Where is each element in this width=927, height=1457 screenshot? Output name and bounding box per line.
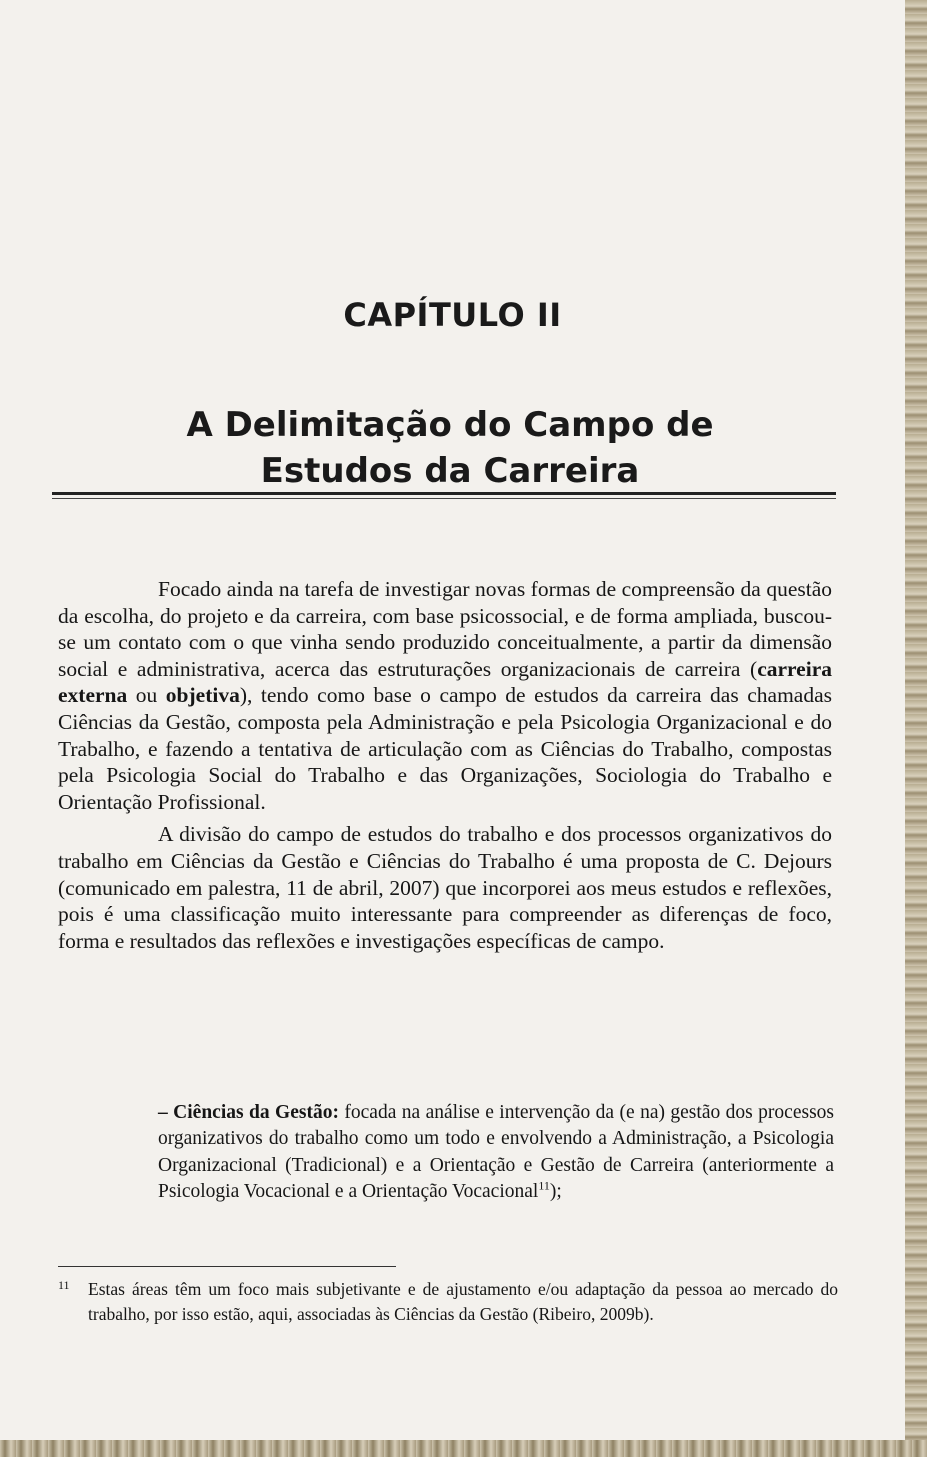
page-edge-right (905, 0, 927, 1457)
page-edge-bottom (0, 1440, 927, 1457)
footnote-reference: 11 (538, 1178, 550, 1193)
paragraph-1-bold-2: objetiva (165, 683, 240, 708)
paragraph-1-text-c: ), tendo como base o campo de estudos da carreira das chamadas Ciências da Gestão, composta pela Administração e pela Psicologia Organizacional e do Trabalho, e fazendo a tentativa de articulação com as Ciências do Trabalho, compostas pela Psicologia Social do Trabalho e das Organizações, Sociologia do Trabalho e Orientação Profissional. (58, 683, 832, 814)
footnote-text: Estas áreas têm um foco mais subjetivante e de ajustamento e/ou adaptação da pessoa ao mercado do trabalho, por isso estão, aqui, associadas às Ciências da Gestão (Ribeiro, 2009b). (88, 1279, 838, 1324)
footnote-number: 11 (58, 1278, 70, 1292)
list-item-text: focada na análise e intervenção da (e na) gestão dos processos organizativos do trabalho como um todo e envolvendo a Administração, a Psicologia Organizacional (Tradicional) e a Orientação e Gestão de Carreira (anteriormente a Psicologia Vocacional e a Orientação Vocacional (158, 1102, 834, 1202)
footnote-divider (58, 1266, 396, 1267)
list-item-colon: : (332, 1102, 339, 1123)
paragraph-1-text-b: ou (127, 683, 166, 708)
chapter-label: CAPÍTULO II (343, 296, 562, 334)
body-text (58, 576, 832, 954)
paragraph-1-text-a: Focado ainda na tarefa de investigar novas formas de compreensão da questão da escolha, do projeto e da carreira, com base psicossocial, e de forma ampliada, buscou-se um contato com o que vinha sendo produzido conceitualmente, a partir da dimensão social e administrativa, acerca das estruturações organizacionais de carreira ( (58, 577, 832, 681)
chapter-title-line-2: Estudos da Carreira (260, 451, 640, 491)
footnote (58, 1277, 838, 1327)
title-divider-thin (52, 498, 836, 499)
list-item-term: – Ciências da Gestão (158, 1102, 333, 1123)
list-item-ciencias-gestao (158, 1100, 834, 1205)
chapter-title (0, 402, 900, 494)
title-divider-thick (52, 492, 836, 495)
list-item-end: ); (549, 1180, 562, 1202)
paragraph-2: A divisão do campo de estudos do trabalho e dos processos organizativos do trabalho em Ciências da Gestão e Ciências do Trabalho é uma proposta de C. Dejours (comunicado em palestra, 11 de abril, 2007) que incorporei aos meus estudos e reflexões, pois é uma classificação muito interessante para compreender as diferenças de foco, forma e resultados das reflexões e investigações específicas de campo. (58, 822, 832, 953)
paragraph-1 (58, 576, 832, 815)
paragraph-1-bold-1: carreira externa (58, 656, 832, 708)
chapter-title-line-1: A Delimitação do Campo de (186, 405, 714, 445)
